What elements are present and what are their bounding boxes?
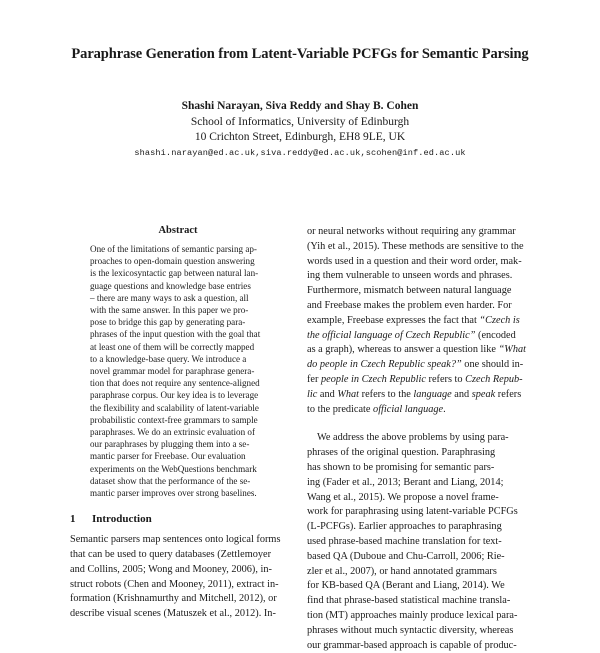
affiliation-line-1: School of Informatics, University of Edinburgh <box>190 116 410 128</box>
text-line: One of the limitations of semantic parsing ap- <box>90 244 257 254</box>
right-paragraph-1-lines <box>307 225 530 329</box>
right-paragraph-2 <box>307 431 530 653</box>
paragraph-gap <box>307 417 530 431</box>
text-line: lic and What refers to the language and speak refers <box>307 388 522 400</box>
text-line: based QA (Duboue and Chu-Carroll, 2006; Rie- <box>307 550 505 562</box>
text-line: novel grammar model for paraphrase genera- <box>90 366 255 377</box>
text-line: We address the above problems by using para- <box>317 432 509 444</box>
text-line: fer people in Czech Republic refers to Czech Repub- <box>307 373 523 385</box>
text-line: is the lexicosyntactic gap between natural lan- <box>90 268 259 279</box>
text-line: tion that does not require any sentence-aligned <box>90 378 260 389</box>
text-line: to a knowledge-base query. We introduce a <box>90 353 247 364</box>
paper-authors: Shashi Narayan, Siva Reddy and Shay B. Cohen <box>181 100 419 112</box>
text-line: phrases of the input question with the goal that <box>90 329 261 340</box>
text-line: phrases without much syntactic diversity, whereas <box>307 624 514 636</box>
text-line: experiments on the WebQuestions benchmark <box>90 463 257 474</box>
abstract-body <box>90 243 270 499</box>
text-line: ing (Fader et al., 2013; Berant and Liang, 2014; <box>307 476 504 488</box>
text-line: describe visual scenes (Matuszek et al., 2012). In- <box>70 608 276 620</box>
text-line: Semantic parsers map sentences onto logical forms <box>70 534 281 546</box>
text-line: our paraphrases by plugging them into a se- <box>90 439 250 450</box>
text-line: paraphrase corpus. Our key idea is to leverage <box>90 390 259 401</box>
section-number: 1 <box>70 513 76 526</box>
affiliation-line-2: 10 Crichton Street, Edinburgh, EH8 9LE, UK <box>194 131 406 143</box>
text-line: our grammar-based approach is capable of produc- <box>307 639 517 651</box>
text-line: to the predicate official language. <box>307 403 446 415</box>
text-line: (L-PCFGs). Earlier approaches to paraphrasing <box>307 521 502 533</box>
text-line: zler et al., 2007), or hand annotated grammars <box>307 565 497 577</box>
text-line: (Yih et al., 2015). These methods are sensitive to the <box>307 240 524 252</box>
text-line: or neural networks without requiring any grammar <box>307 226 516 237</box>
text-line: dataset show that the performance of the se- <box>90 475 251 486</box>
text-line: probabilistic context-free grammars to sample <box>90 414 258 425</box>
text-line: Furthermore, mismatch between natural language <box>307 285 512 297</box>
italic-example: “Czech is <box>479 314 520 326</box>
text-line: example, Freebase expresses the fact that “Czech is <box>307 314 520 326</box>
text-line: mantic parser improves over strong baselines. <box>90 488 257 499</box>
text-line: words used in a question and their word order, mak- <box>307 255 522 267</box>
text-line: pose to bridge this gap by generating para- <box>90 317 246 328</box>
text-line: formation (Krishnamurthy and Mitchell, 2012), or <box>70 593 277 605</box>
right-paragraph-1 <box>307 225 530 417</box>
text-line: used phrase-based machine translation for text- <box>307 535 502 547</box>
left-column <box>70 225 286 622</box>
text-line: guage questions and knowledge base entries <box>90 280 251 291</box>
text-line: do people in Czech Republic speak?” one should in- <box>307 359 524 371</box>
text-line: struct robots (Chen and Mooney, 2011), extract in- <box>70 578 279 590</box>
text-line: at least one of them will be correctly mapped <box>90 341 255 352</box>
text-line: paraphrases. We do an extrinsic evaluation of <box>90 427 256 438</box>
text-line: tion (MT) approaches mainly produce lexical para- <box>307 609 518 621</box>
text-line: find that phrase-based statistical machine transla- <box>307 595 511 607</box>
text-line: proaches to open-domain question answering <box>90 256 255 267</box>
text-line: with the same answer. In this paper we pro- <box>90 305 249 316</box>
paper-title: Paraphrase Generation from Latent-Variable PCFGs for Semantic Parsing <box>71 46 529 62</box>
text-line: Wang et al., 2015). We propose a novel frame- <box>307 491 499 503</box>
text-line: as a graph), whereas to answer a question like “What <box>307 344 527 356</box>
text-line: the flexibility and scalability of latent-variable <box>90 402 259 413</box>
text-line: – there are many ways to ask a question, all <box>90 292 249 303</box>
section-title: Introduction <box>92 513 152 526</box>
text-line: that can be used to query databases (Zettlemoyer <box>70 549 271 561</box>
text-line: has shown to be promising for semantic pars- <box>307 461 495 473</box>
section-heading-introduction <box>70 513 286 525</box>
text-line: ing them vulnerable to unseen words and phrases. <box>307 270 513 282</box>
right-column <box>307 225 530 653</box>
text-line: for KB-based QA (Berant and Liang, 2014). We <box>307 580 505 592</box>
introduction-body <box>70 533 286 622</box>
text-line: and Collins, 2005; Wong and Mooney, 2006), in- <box>70 563 272 575</box>
abstract-heading: Abstract <box>158 225 198 236</box>
author-emails: shashi.narayan@ed.ac.uk,siva.reddy@ed.ac.uk,scohen@inf.ed.ac.uk <box>134 148 466 158</box>
text-line: the official language of Czech Republic” (encoded <box>307 329 516 341</box>
text-line: work for paraphrasing using latent-variable PCFGs <box>307 506 518 518</box>
text-line: phrases of the original question. Paraphrasing <box>307 447 496 459</box>
text-line: mantic parser for Freebase. Our evaluation <box>90 451 246 462</box>
text-line: and Freebase makes the problem even harder. For <box>307 299 512 311</box>
